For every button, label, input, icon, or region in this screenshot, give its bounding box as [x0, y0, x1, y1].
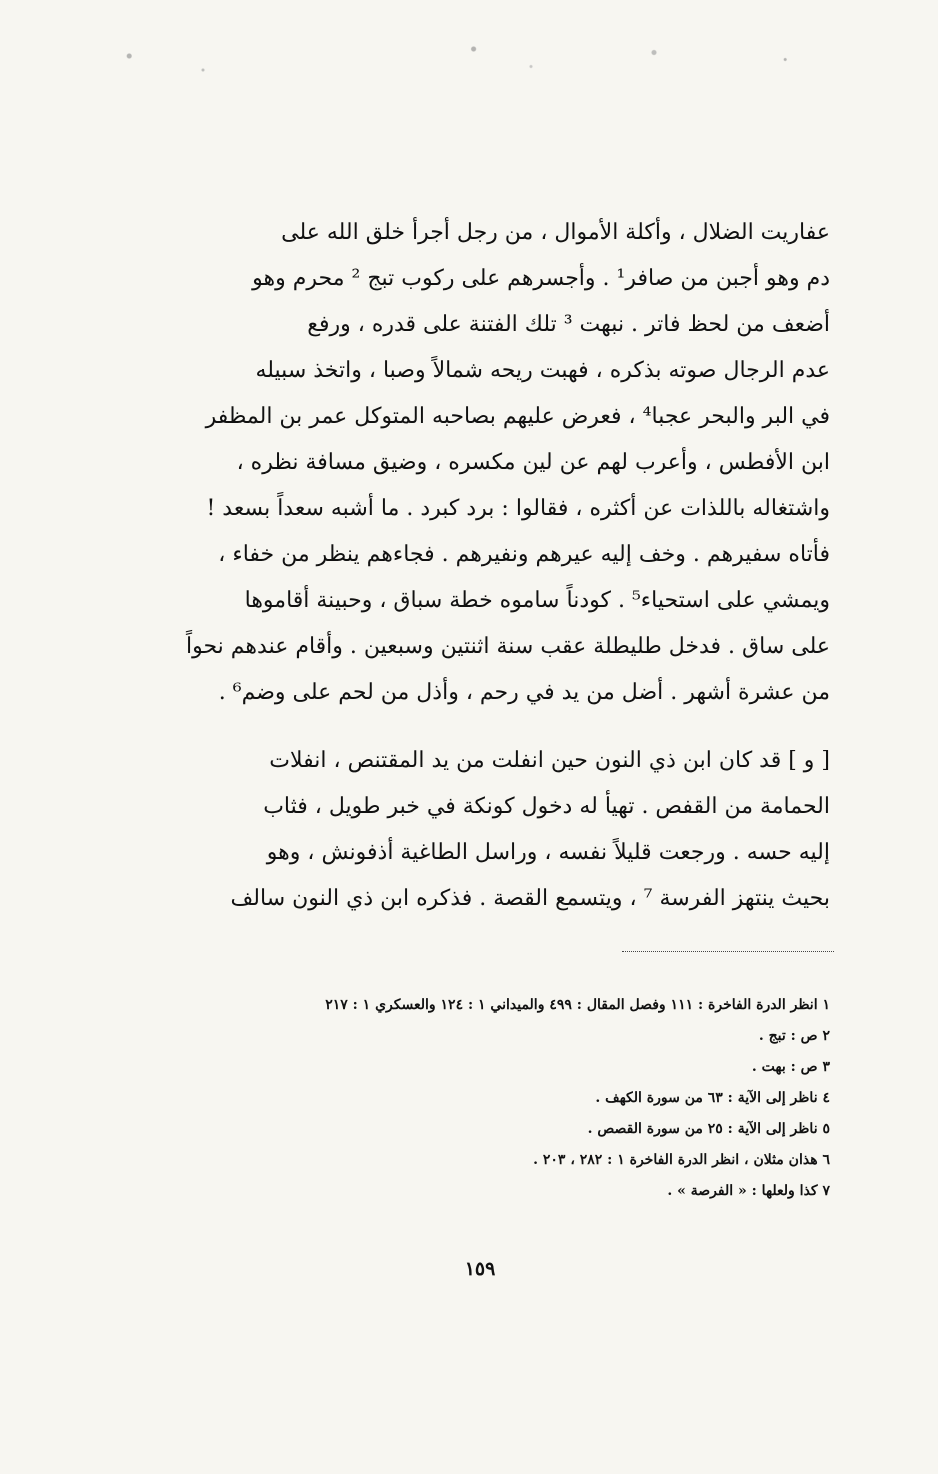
text-line: من عشرة أشهر . أضل من يد في رحم ، وأذل من لحم على وضم⁶ .	[218, 680, 830, 705]
scan-noise-top	[80, 28, 900, 98]
footnote: ٦ هذان مثلان ، انظر الدرة الفاخرة ١ : ٢٨٢ ، ٢٠٣ .	[533, 1152, 830, 1168]
footnote: ٣ ص : بهت .	[751, 1059, 830, 1075]
text-line: إليه حسه . ورجعت قليلاً نفسه ، وراسل الطاغية أذفونش ، وهو	[266, 840, 830, 865]
text-line: في البر والبحر عجبا⁴ ، فعرض عليهم بصاحبه المتوكل عمر بن المظفر	[205, 404, 830, 429]
text-line: أضعف من لحظ فاتر . نبهت ³ تلك الفتنة على قدره ، ورفع	[307, 312, 830, 337]
text-line: واشتغاله باللذات عن أكثره ، فقالوا : برد كبرد . ما أشبه سعداً بسعد !	[206, 496, 830, 521]
text-line: عدم الرجال صوته بذكره ، فهبت ريحه شمالاً وصبا ، واتخذ سبيله	[255, 358, 830, 383]
text-line: ويمشي على استحياء⁵ . كودناً ساموه خطة سباق ، وحبينة أقاموها	[244, 588, 830, 613]
text-line: بحيث ينتهز الفرسة ⁷ ، ويتسمع القصة . فذكره ابن ذي النون سالف	[230, 886, 830, 911]
footnote: ٥ ناظر إلى الآية : ٢٥ من سورة القصص .	[587, 1121, 830, 1137]
page-number: ١٥٩	[464, 1258, 496, 1280]
text-line: على ساق . فدخل طليطلة عقب سنة اثنتين وسبعين . وأقام عندهم نحواً	[186, 634, 830, 659]
footnotes	[110, 990, 830, 1207]
footnote: ١ انظر الدرة الفاخرة : ١١١ وفصل المقال : ٤٩٩ والميداني ١ : ١٢٤ والعسكري ١ : ٢١٧	[325, 997, 830, 1013]
footnote-separator	[622, 951, 834, 952]
text-line: دم وهو أجبن من صافر¹ . وأجسرهم على ركوب تبج ² محرم وهو	[252, 266, 830, 291]
text-line: عفاريت الضلال ، وأكلة الأموال ، من رجل أجرأ خلق الله على	[281, 220, 830, 245]
text-line: فأتاه سفيرهم . وخف إليه عيرهم ونفيرهم . فجاءهم ينظر من خفاء ،	[218, 542, 830, 567]
text-line: [ و ] قد كان ابن ذي النون حين انفلت من يد المقتنص ، انفلات	[269, 748, 830, 773]
main-paragraph-2	[110, 738, 830, 922]
text-line: ابن الأفطس ، وأعرب لهم عن لين مكسره ، وضيق مسافة نظره ،	[236, 450, 830, 475]
main-paragraph-1	[110, 210, 830, 716]
footnote: ٤ ناظر إلى الآية : ٦٣ من سورة الكهف .	[595, 1090, 830, 1106]
text-line: الحمامة من القفص . تهيأ له دخول كونكة في خبر طويل ، فثاب	[263, 794, 830, 819]
footnote: ٢ ص : تبج .	[758, 1028, 830, 1044]
footnote: ٧ كذا ولعلها : « الفرصة » .	[667, 1183, 830, 1199]
